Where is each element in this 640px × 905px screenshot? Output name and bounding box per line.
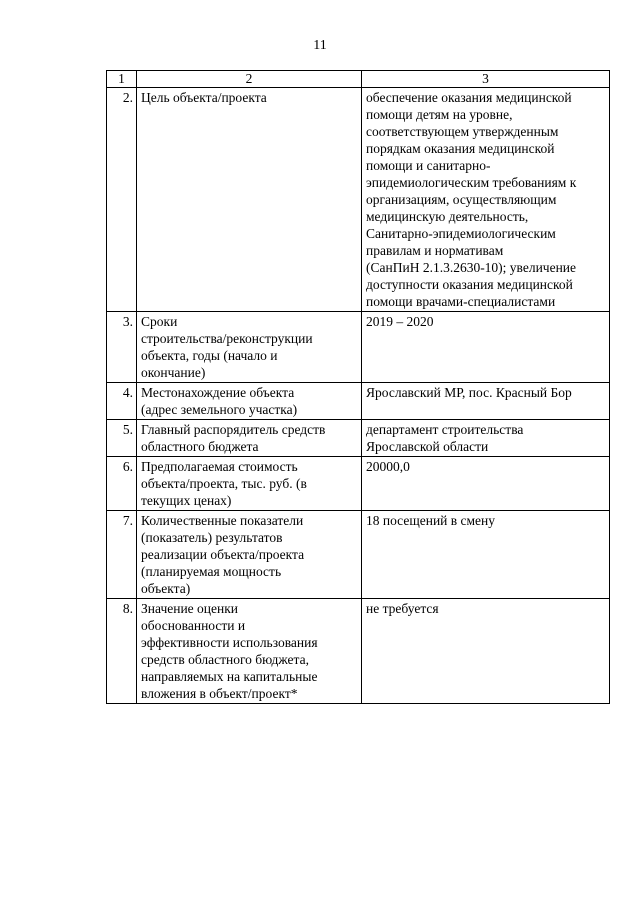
table-header-row (107, 71, 610, 88)
row-label: Главный распорядитель средств областного бюджета (137, 420, 362, 457)
object-passport-table (106, 70, 610, 704)
row-number: 5. (107, 420, 137, 457)
row-label: Сроки строительства/реконструкции объекта, годы (начало и окончание) (137, 312, 362, 383)
table-row (107, 599, 610, 704)
row-label: Предполагаемая стоимость объекта/проекта, тыс. руб. (в текущих ценах) (137, 457, 362, 511)
row-value: департамент строительства Ярославской области (362, 420, 610, 457)
row-label: Местонахождение объекта (адрес земельного участка) (137, 383, 362, 420)
row-number: 4. (107, 383, 137, 420)
row-number: 6. (107, 457, 137, 511)
row-label: Значение оценки обоснованности и эффективности использования средств областного бюджета, направляемых на капитальные вложения в объект/проект* (137, 599, 362, 704)
table-row (107, 88, 610, 312)
row-value: обеспечение оказания медицинской помощи детям на уровне, соответствующем утвержденным порядкам оказания медицинской помощи и санитарно- эпидемиологическим требованиям к организациям, осуществляющим медицинскую деятельность, Санитарно-эпидемиологическим правилам и нормативам (СанПиН 2.1.3.2630-10); увеличение доступности оказания медицинской помощи врачами-специалистами (362, 88, 610, 312)
table-row (107, 312, 610, 383)
row-number: 8. (107, 599, 137, 704)
row-value: 20000,0 (362, 457, 610, 511)
table-row (107, 457, 610, 511)
table-row (107, 420, 610, 457)
row-number: 3. (107, 312, 137, 383)
header-cell-label: 2 (137, 71, 362, 88)
header-cell-number: 1 (107, 71, 137, 88)
row-label: Цель объекта/проекта (137, 88, 362, 312)
row-value: Ярославский МР, пос. Красный Бор (362, 383, 610, 420)
page-number: 11 (313, 38, 327, 53)
table-row (107, 383, 610, 420)
row-value: 18 посещений в смену (362, 511, 610, 599)
row-value: не требуется (362, 599, 610, 704)
row-label: Количественные показатели (показатель) результатов реализации объекта/проекта (планируемая мощность объекта) (137, 511, 362, 599)
header-cell-value: 3 (362, 71, 610, 88)
row-number: 2. (107, 88, 137, 312)
table-row (107, 511, 610, 599)
row-value: 2019 – 2020 (362, 312, 610, 383)
row-number: 7. (107, 511, 137, 599)
